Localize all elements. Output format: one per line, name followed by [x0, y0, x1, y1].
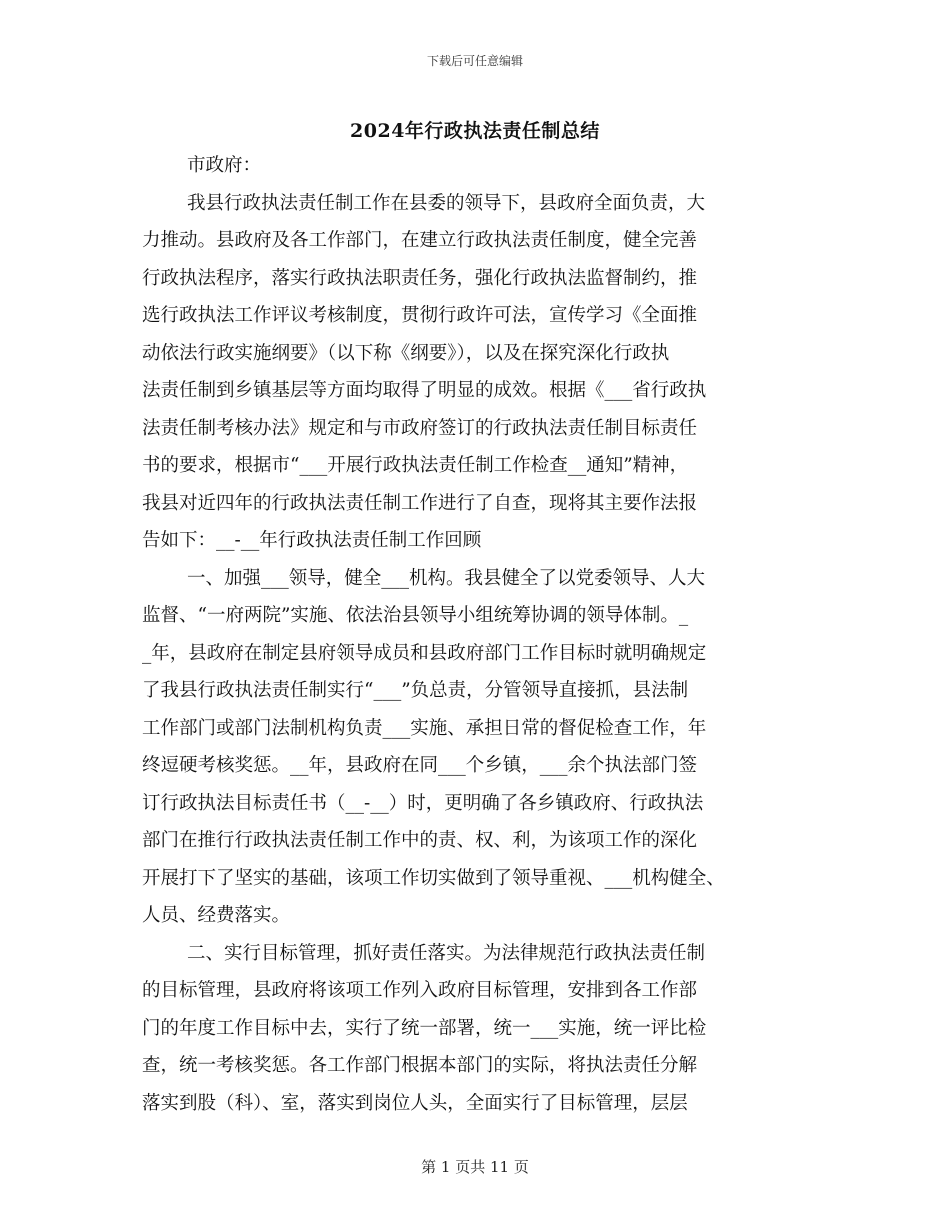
text-line: 市政府： [187, 155, 262, 176]
text-line: 动依法行政实施纲要》（以下称《纲要》），以及在探究深化行政执 [142, 342, 670, 364]
text-line: 工作部门或部门法制机构负责___实施、承担日常的督促检查工作，年 [142, 717, 707, 739]
document-body [142, 147, 812, 1122]
text-line: 我县行政执法责任制工作在县委的领导下，县政府全面负责，大 [187, 192, 706, 214]
text-line: 法责任制考核办法》规定和与市政府签订的行政执法责任制目标责任 [142, 417, 698, 439]
text-line: 门的年度工作目标中去，实行了统一部署，统一___实施，统一评比检 [142, 1017, 707, 1039]
text-line: 落实到股（科）、室，落实到岗位人头，全面实行了目标管理，层层 [142, 1092, 688, 1114]
text-line: 订行政执法目标责任书（__-__）时，更明确了各乡镇政府、行政执法 [142, 792, 704, 814]
text-line: 选行政执法工作评议考核制度，贯彻行政许可法，宣传学习《全面推 [142, 305, 698, 326]
text-line: 终逗硬考核奖惩。__年，县政府在同___个乡镇，___余个执法部门签 [142, 755, 698, 776]
text-line: 告如下：__-__年行政执法责任制工作回顾 [142, 530, 482, 551]
text-line: 部门在推行行政执法责任制工作中的责、权、利，为该项工作的深化 [142, 830, 698, 851]
text-line: 一、加强___领导，健全___机构。我县健全了以党委领导、人大 [187, 567, 706, 589]
page-header-note: 下载后可任意编辑 [426, 54, 523, 68]
text-line: 人员、经费落实。 [142, 905, 291, 926]
text-line: 开展打下了坚实的基础，该项工作切实做到了领导重视、___机构健全、 [142, 867, 725, 889]
document-title: 2024年行政执法责任制总结 [350, 120, 600, 142]
page-number-footer: 第 1 页共 11 页 [421, 1158, 529, 1176]
text-line: 监督、“一府两院”实施、依法治县领导小组统筹协调的领导体制。_ [142, 605, 689, 626]
text-line: _年，县政府在制定县府领导成员和县政府部门工作目标时就明确规定 [142, 642, 707, 664]
text-line: 查，统一考核奖惩。各工作部门根据本部门的实际，将执法责任分解 [142, 1055, 698, 1076]
text-line: 我县对近四年的行政执法责任制工作进行了自查，现将其主要作法报 [142, 492, 698, 514]
text-line: 力推动。县政府及各工作部门，在建立行政执法责任制度，健全完善 [142, 230, 698, 251]
text-line: 书的要求，根据市“___开展行政执法责任制工作检查__通知”精神， [142, 455, 689, 476]
text-line: 了我县行政执法责任制实行“___”负总责，分管领导直接抓，县法制 [142, 680, 689, 701]
text-line: 行政执法程序，落实行政执法职责任务，强化行政执法监督制约，推 [142, 267, 698, 289]
text-line: 的目标管理，县政府将该项工作列入政府目标管理，安排到各工作部 [142, 980, 698, 1001]
text-line: 法责任制到乡镇基层等方面均取得了明显的成效。根据《___省行政执 [142, 380, 707, 401]
text-line: 二、实行目标管理，抓好责任落实。为法律规范行政执法责任制 [187, 942, 706, 964]
